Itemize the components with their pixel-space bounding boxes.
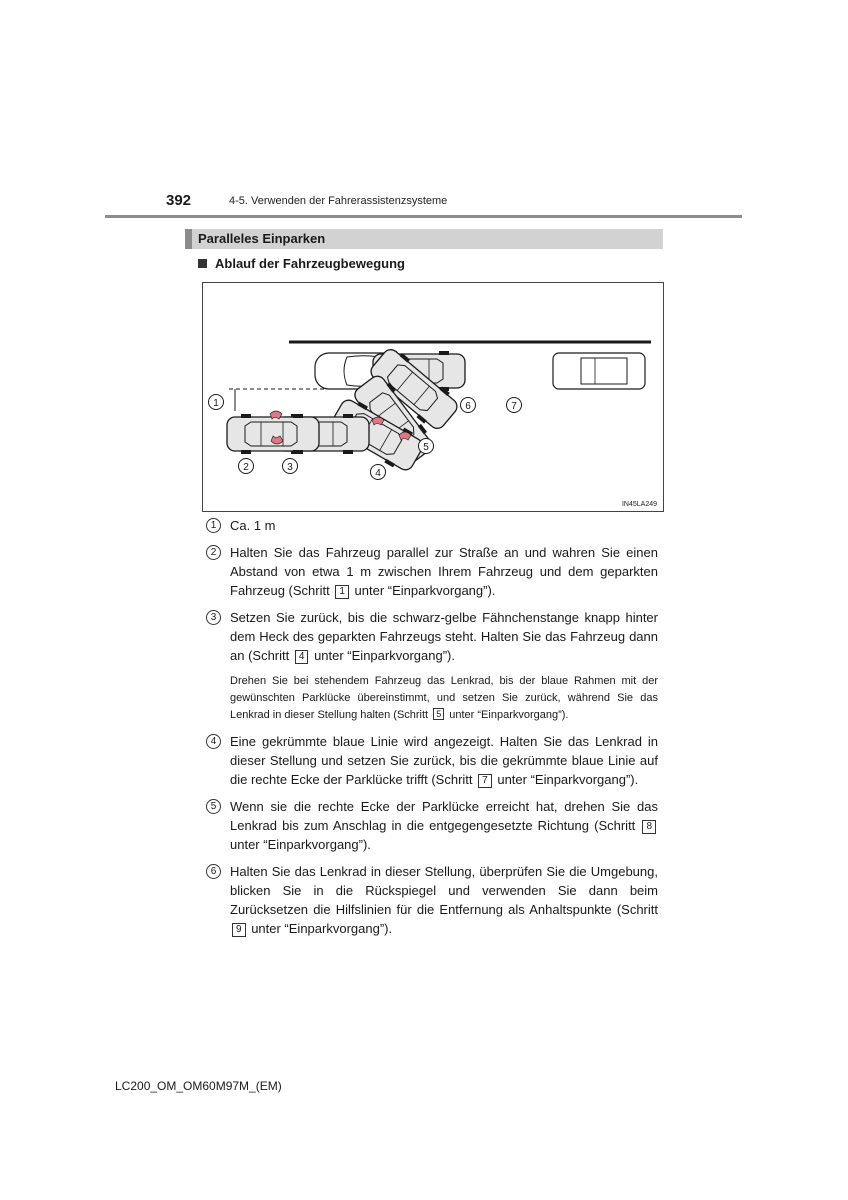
square-bullet-icon (198, 259, 207, 268)
note-text: Drehen Sie bei stehendem Fahrzeug das Lenkrad, bis der blaue Rahmen mit der gewünschten Parklücke übereinstimmt, und setzen Sie zurück, während Sie das Lenkrad in dieser Stellung halten (Schritt (230, 675, 658, 721)
step-6 (206, 862, 658, 938)
step-text: Setzen Sie zurück, bis die schwarz-gelbe Fähnchenstange knapp hinter dem Heck des geparkten Fahrzeugs steht. Halten Sie das Fahrzeug dann an (Schritt (230, 610, 658, 663)
step-1 (206, 516, 658, 535)
note-ref-box: 5 (433, 708, 444, 720)
step-text: Wenn sie die rechte Ecke der Parklücke erreicht hat, drehen Sie das Lenkrad bis zum Anschlag in die entgegengesetzte Richtung (Schritt (230, 799, 658, 833)
parked-car-rear (553, 353, 645, 389)
callout-3: 3 (287, 462, 293, 473)
step-4 (206, 732, 658, 789)
step-number: 2 (206, 545, 221, 560)
step-text: Halten Sie das Lenkrad in dieser Stellung, überprüfen Sie die Umgebung, blicken Sie in die Rückspiegel und verwenden Sie dann beim Zurücksetzen die Hilfslinien für die Entfernung als Anhaltspunkte (Schritt (230, 864, 658, 917)
document-code: LC200_OM_OM60M97M_(EM) (115, 1079, 282, 1093)
car-position-2 (227, 414, 319, 454)
section-path: 4-5. Verwenden der Fahrerassistenzsysteme (229, 195, 448, 207)
step-ref-box: 1 (335, 585, 349, 599)
step-number: 3 (206, 610, 221, 625)
callout-5: 5 (423, 442, 429, 453)
step-ref-box: 4 (295, 650, 309, 664)
step-number: 4 (206, 734, 221, 749)
step-list (206, 516, 658, 946)
step-text-end: unter “Einparkvorgang”). (497, 772, 639, 787)
step-text-end: unter “Einparkvorgang”). (314, 648, 455, 663)
step-text: Halten Sie das Fahrzeug parallel zur Straße an und wahren Sie einen Abstand von etwa 1 m zwischen Ihrem Fahrzeug und dem geparkten Fahrzeug (Schritt (230, 545, 658, 598)
step-text-end: unter “Einparkvorgang”). (251, 921, 393, 936)
step-5 (206, 797, 658, 854)
step-note (230, 673, 658, 724)
subheading (198, 256, 405, 271)
parking-illustration (202, 282, 664, 512)
step-number: 1 (206, 518, 221, 533)
step-text: Eine gekrümmte blaue Linie wird angezeigt. Halten Sie das Lenkrad in dieser Stellung und setzen Sie zurück, bis die gekrümmte blaue Linie auf die rechte Ecke der Parklücke trifft (Schritt (230, 734, 658, 787)
step-ref-box: 8 (642, 820, 656, 834)
parking-diagram (203, 283, 664, 512)
step-ref-box: 9 (232, 923, 246, 937)
step-text: Ca. 1 m (230, 518, 276, 533)
subheading-text: Ablauf der Fahrzeugbewegung (215, 256, 405, 271)
section-title: Paralleles Einparken (185, 229, 663, 249)
step-3 (206, 608, 658, 724)
callout-7: 7 (511, 401, 517, 412)
header-rule (105, 215, 742, 218)
step-ref-box: 7 (478, 774, 492, 788)
step-2 (206, 543, 658, 600)
callout-1: 1 (213, 398, 219, 409)
page-number: 392 (166, 192, 192, 209)
step-number: 5 (206, 799, 221, 814)
note-text-end: unter “Einparkvorgang”). (449, 709, 569, 721)
figure-code: IN45LA249 (621, 501, 657, 508)
callout-4: 4 (375, 468, 381, 479)
step-text-end: unter “Einparkvorgang”). (230, 837, 371, 852)
callout-2: 2 (243, 462, 249, 473)
step-text-end: unter “Einparkvorgang”). (354, 583, 496, 598)
step-number: 6 (206, 864, 221, 879)
callout-6: 6 (465, 401, 471, 412)
